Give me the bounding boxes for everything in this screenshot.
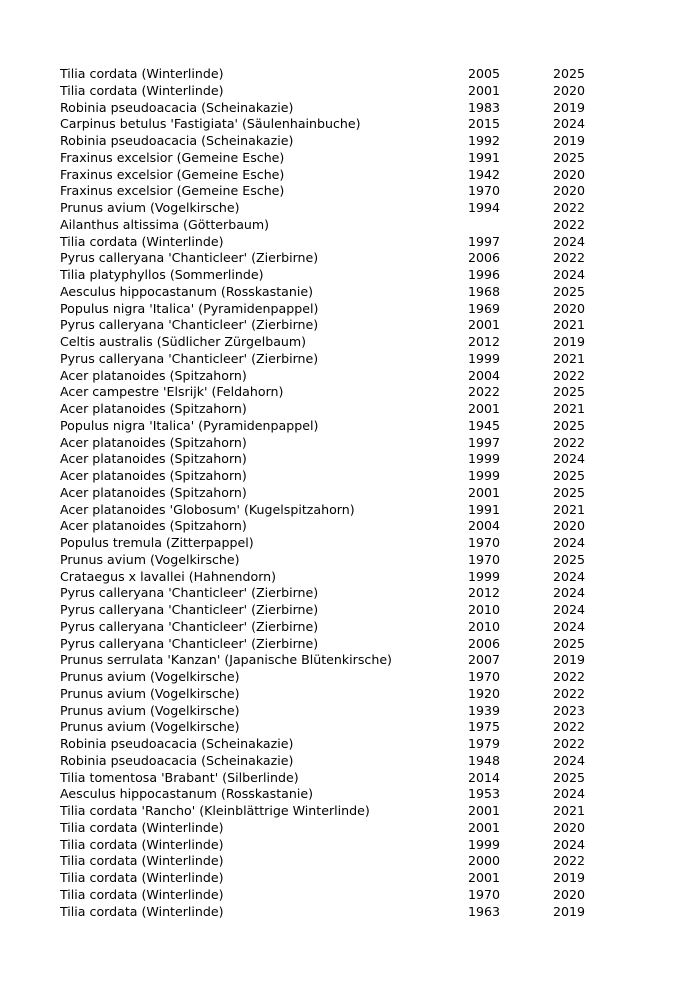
planting-year-cell: 1970: [468, 551, 501, 567]
inspection-year-cell: 2020: [553, 886, 586, 902]
planting-year-cell: 1970: [468, 669, 501, 684]
inspection-year-cell: 2024: [553, 602, 586, 617]
planting-year-cell: 2010: [468, 618, 501, 634]
tree-species-cell: Prunus serrulata 'Kanzan' (Japanische Blütenkirsche): [60, 652, 392, 668]
planting-year-cell: 1963: [468, 903, 501, 919]
inspection-year-cell: 2024: [553, 451, 586, 467]
table-row: [60, 133, 620, 150]
tree-species-cell: Prunus avium (Vogelkirsche): [60, 551, 240, 567]
tree-species-cell: Acer platanoides (Spitzahorn): [60, 451, 247, 467]
inspection-year-cell: 2022: [553, 250, 586, 266]
inspection-year-cell: 2022: [553, 719, 586, 735]
inspection-year-cell: 2025: [553, 417, 586, 433]
planting-year-cell: 1970: [468, 183, 501, 199]
table-row: [60, 351, 620, 368]
inspection-year-cell: 2019: [553, 99, 586, 115]
table-row: [60, 116, 620, 133]
inspection-year-cell: 2022: [553, 853, 586, 869]
inspection-year-cell: 2021: [553, 317, 586, 333]
planting-year-cell: 1991: [468, 149, 501, 165]
tree-species-cell: Tilia cordata 'Rancho' (Kleinblättrige Winterlinde): [60, 803, 370, 818]
table-row: [60, 887, 620, 904]
table-row: [60, 267, 620, 284]
inspection-year-cell: 2024: [553, 786, 586, 802]
inspection-year-cell: 2021: [553, 501, 586, 517]
planting-year-cell: 1997: [468, 233, 501, 249]
inspection-year-cell: 2024: [553, 585, 586, 601]
planting-year-cell: 2014: [468, 769, 501, 785]
tree-species-cell: Tilia cordata (Winterlinde): [60, 233, 224, 249]
inspection-year-cell: 2019: [553, 870, 586, 885]
planting-year-cell: 1942: [468, 166, 501, 182]
planting-year-cell: 2012: [468, 585, 501, 601]
planting-year-cell: 1997: [468, 434, 501, 450]
tree-table: [60, 66, 620, 920]
planting-year-cell: 1999: [468, 468, 501, 483]
table-row: [60, 853, 620, 870]
tree-species-cell: Ailanthus altissima (Götterbaum): [60, 216, 270, 232]
table-row: [60, 451, 620, 468]
table-row: [60, 150, 620, 167]
table-row: [60, 418, 620, 435]
tree-species-cell: Pyrus calleryana 'Chanticleer' (Zierbirne): [60, 602, 319, 617]
tree-species-cell: Fraxinus excelsior (Gemeine Esche): [60, 166, 285, 182]
table-row: [60, 904, 620, 921]
table-row: [60, 652, 620, 669]
inspection-year-cell: 2019: [553, 133, 586, 148]
table-row: [60, 250, 620, 267]
tree-species-cell: Robinia pseudoacacia (Scheinakazie): [60, 752, 294, 768]
inspection-year-cell: 2019: [553, 652, 586, 668]
tree-species-cell: Tilia cordata (Winterlinde): [60, 66, 224, 81]
planting-year-cell: 1945: [468, 417, 501, 433]
table-row: [60, 686, 620, 703]
inspection-year-cell: 2024: [553, 535, 586, 550]
planting-year-cell: 1983: [468, 99, 501, 115]
inspection-year-cell: 2024: [553, 752, 586, 768]
table-row: [60, 384, 620, 401]
inspection-year-cell: 2022: [553, 685, 586, 701]
table-row: [60, 770, 620, 787]
tree-species-cell: Prunus avium (Vogelkirsche): [60, 669, 240, 684]
table-row: [60, 820, 620, 837]
inspection-year-cell: 2019: [553, 903, 586, 919]
inspection-year-cell: 2024: [553, 233, 586, 249]
table-row: [60, 317, 620, 334]
tree-species-cell: Aesculus hippocastanum (Rosskastanie): [60, 786, 313, 802]
tree-species-cell: Acer platanoides 'Globosum' (Kugelspitzahorn): [60, 501, 355, 517]
planting-year-cell: 2001: [468, 870, 501, 885]
table-row: [60, 301, 620, 318]
inspection-year-cell: 2024: [553, 568, 586, 584]
planting-year-cell: 1994: [468, 200, 501, 215]
table-row: [60, 518, 620, 535]
table-row: [60, 703, 620, 720]
table-row: [60, 167, 620, 184]
planting-year-cell: 1991: [468, 501, 501, 517]
planting-year-cell: 2001: [468, 803, 501, 818]
tree-species-cell: Pyrus calleryana 'Chanticleer' (Zierbirne): [60, 250, 319, 266]
tree-species-cell: Pyrus calleryana 'Chanticleer' (Zierbirne): [60, 350, 319, 366]
inspection-year-cell: 2022: [553, 669, 586, 684]
tree-species-cell: Populus tremula (Zitterpappel): [60, 535, 254, 550]
table-row: [60, 719, 620, 736]
inspection-year-cell: 2022: [553, 216, 586, 232]
tree-species-cell: Celtis australis (Südlicher Zürgelbaum): [60, 334, 307, 349]
inspection-year-cell: 2025: [553, 635, 586, 651]
inspection-year-cell: 2025: [553, 66, 586, 81]
inspection-year-cell: 2025: [553, 769, 586, 785]
inspection-year-cell: 2025: [553, 551, 586, 567]
tree-species-cell: Prunus avium (Vogelkirsche): [60, 702, 240, 718]
tree-species-cell: Prunus avium (Vogelkirsche): [60, 200, 240, 215]
table-row: [60, 83, 620, 100]
tree-species-cell: Acer campestre 'Elsrijk' (Feldahorn): [60, 384, 284, 400]
tree-species-cell: Pyrus calleryana 'Chanticleer' (Zierbirne): [60, 317, 319, 333]
tree-species-cell: Acer platanoides (Spitzahorn): [60, 401, 247, 416]
tree-species-cell: Tilia cordata (Winterlinde): [60, 82, 224, 98]
inspection-year-cell: 2022: [553, 200, 586, 215]
planting-year-cell: 1953: [468, 786, 501, 802]
table-row: [60, 66, 620, 83]
inspection-year-cell: 2020: [553, 82, 586, 98]
table-row: [60, 535, 620, 552]
planting-year-cell: 2006: [468, 635, 501, 651]
planting-year-cell: 2000: [468, 853, 501, 869]
planting-year-cell: 2001: [468, 82, 501, 98]
planting-year-cell: 2010: [468, 602, 501, 617]
table-row: [60, 435, 620, 452]
planting-year-cell: 2005: [468, 66, 501, 81]
inspection-year-cell: 2020: [553, 300, 586, 316]
planting-year-cell: 1999: [468, 350, 501, 366]
table-row: [60, 284, 620, 301]
planting-year-cell: 2004: [468, 367, 501, 383]
table-row: [60, 837, 620, 854]
table-row: [60, 234, 620, 251]
table-row: [60, 401, 620, 418]
inspection-year-cell: 2024: [553, 267, 586, 282]
table-row: [60, 368, 620, 385]
table-row: [60, 636, 620, 653]
inspection-year-cell: 2023: [553, 702, 586, 718]
planting-year-cell: 2012: [468, 334, 501, 349]
tree-species-cell: Pyrus calleryana 'Chanticleer' (Zierbirne): [60, 585, 319, 601]
planting-year-cell: 1969: [468, 300, 501, 316]
tree-species-cell: Acer platanoides (Spitzahorn): [60, 518, 247, 534]
tree-species-cell: Robinia pseudoacacia (Scheinakazie): [60, 133, 294, 148]
table-row: [60, 803, 620, 820]
table-row: [60, 217, 620, 234]
planting-year-cell: 2022: [468, 384, 501, 400]
tree-species-cell: Acer platanoides (Spitzahorn): [60, 468, 247, 483]
tree-species-cell: Tilia tomentosa 'Brabant' (Silberlinde): [60, 769, 299, 785]
tree-species-cell: Robinia pseudoacacia (Scheinakazie): [60, 99, 294, 115]
inspection-year-cell: 2020: [553, 166, 586, 182]
tree-species-cell: Tilia cordata (Winterlinde): [60, 853, 224, 869]
planting-year-cell: 1948: [468, 752, 501, 768]
table-row: [60, 585, 620, 602]
inspection-year-cell: 2021: [553, 803, 586, 818]
inspection-year-cell: 2020: [553, 518, 586, 534]
tree-species-cell: Robinia pseudoacacia (Scheinakazie): [60, 736, 294, 751]
inspection-year-cell: 2020: [553, 183, 586, 199]
table-row: [60, 183, 620, 200]
table-row: [60, 619, 620, 636]
tree-species-cell: Tilia cordata (Winterlinde): [60, 819, 224, 835]
planting-year-cell: 1992: [468, 133, 501, 148]
planting-year-cell: 1975: [468, 719, 501, 735]
tree-species-cell: Tilia platyphyllos (Sommerlinde): [60, 267, 264, 282]
tree-species-cell: Tilia cordata (Winterlinde): [60, 903, 224, 919]
table-row: [60, 502, 620, 519]
tree-species-cell: Acer platanoides (Spitzahorn): [60, 367, 247, 383]
planting-year-cell: 1970: [468, 535, 501, 550]
table-row: [60, 200, 620, 217]
tree-species-cell: Populus nigra 'Italica' (Pyramidenpappel): [60, 417, 319, 433]
table-row: [60, 100, 620, 117]
tree-species-cell: Acer platanoides (Spitzahorn): [60, 484, 247, 500]
planting-year-cell: 1920: [468, 685, 501, 701]
table-row: [60, 552, 620, 569]
tree-species-cell: Pyrus calleryana 'Chanticleer' (Zierbirne): [60, 635, 319, 651]
tree-species-cell: Acer platanoides (Spitzahorn): [60, 434, 247, 450]
tree-species-cell: Tilia cordata (Winterlinde): [60, 870, 224, 885]
inspection-year-cell: 2020: [553, 819, 586, 835]
tree-species-cell: Carpinus betulus 'Fastigiata' (Säulenhainbuche): [60, 116, 361, 132]
table-row: [60, 786, 620, 803]
inspection-year-cell: 2019: [553, 334, 586, 349]
inspection-year-cell: 2022: [553, 367, 586, 383]
planting-year-cell: 2007: [468, 652, 501, 668]
planting-year-cell: 1979: [468, 736, 501, 751]
planting-year-cell: 1996: [468, 267, 501, 282]
tree-species-cell: Pyrus calleryana 'Chanticleer' (Zierbirne): [60, 618, 319, 634]
tree-species-cell: Prunus avium (Vogelkirsche): [60, 719, 240, 735]
table-row: [60, 334, 620, 351]
planting-year-cell: 1999: [468, 568, 501, 584]
planting-year-cell: 2015: [468, 116, 501, 132]
inspection-year-cell: 2025: [553, 468, 586, 483]
tree-species-cell: Populus nigra 'Italica' (Pyramidenpappel): [60, 300, 319, 316]
inspection-year-cell: 2025: [553, 384, 586, 400]
tree-species-cell: Fraxinus excelsior (Gemeine Esche): [60, 149, 285, 165]
tree-species-cell: Aesculus hippocastanum (Rosskastanie): [60, 283, 313, 299]
table-row: [60, 602, 620, 619]
planting-year-cell: 1968: [468, 283, 501, 299]
tree-species-cell: Crataegus x lavallei (Hahnendorn): [60, 568, 277, 584]
inspection-year-cell: 2021: [553, 401, 586, 416]
planting-year-cell: 1970: [468, 886, 501, 902]
planting-year-cell: 1999: [468, 836, 501, 852]
table-row: [60, 669, 620, 686]
table-row: [60, 870, 620, 887]
planting-year-cell: 1999: [468, 451, 501, 467]
planting-year-cell: 2004: [468, 518, 501, 534]
planting-year-cell: 2001: [468, 484, 501, 500]
table-row: [60, 753, 620, 770]
planting-year-cell: 2001: [468, 317, 501, 333]
inspection-year-cell: 2022: [553, 434, 586, 450]
inspection-year-cell: 2025: [553, 484, 586, 500]
tree-species-cell: Tilia cordata (Winterlinde): [60, 886, 224, 902]
tree-species-cell: Tilia cordata (Winterlinde): [60, 836, 224, 852]
inspection-year-cell: 2021: [553, 350, 586, 366]
inspection-year-cell: 2025: [553, 149, 586, 165]
planting-year-cell: 2001: [468, 401, 501, 416]
table-row: [60, 569, 620, 586]
table-row: [60, 736, 620, 753]
inspection-year-cell: 2024: [553, 618, 586, 634]
inspection-year-cell: 2025: [553, 283, 586, 299]
planting-year-cell: 2001: [468, 819, 501, 835]
planting-year-cell: 2006: [468, 250, 501, 266]
inspection-year-cell: 2022: [553, 736, 586, 751]
tree-species-cell: Prunus avium (Vogelkirsche): [60, 685, 240, 701]
inspection-year-cell: 2024: [553, 836, 586, 852]
table-row: [60, 485, 620, 502]
inspection-year-cell: 2024: [553, 116, 586, 132]
table-row: [60, 468, 620, 485]
planting-year-cell: 1939: [468, 702, 501, 718]
tree-species-cell: Fraxinus excelsior (Gemeine Esche): [60, 183, 285, 199]
